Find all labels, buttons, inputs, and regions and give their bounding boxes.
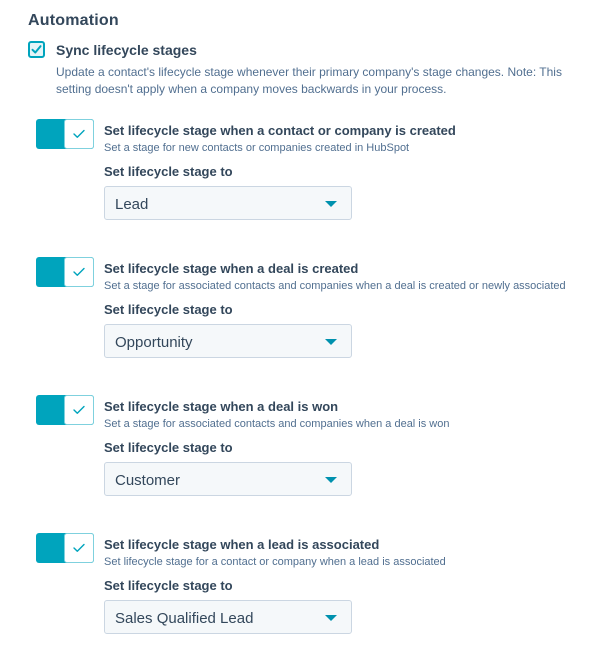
check-icon <box>73 405 85 415</box>
rule-description: Set lifecycle stage for a contact or company when a lead is associated <box>104 556 446 568</box>
rule-title: Set lifecycle stage when a deal is won <box>104 399 339 414</box>
lifecycle-stage-select[interactable] <box>104 462 352 496</box>
lifecycle-stage-label: Set lifecycle stage to <box>104 440 233 455</box>
rule-description: Set a stage for associated contacts and companies when a deal is won <box>104 418 450 430</box>
toggle-knob <box>64 395 94 425</box>
toggle-knob <box>64 257 94 287</box>
select-value: Customer <box>115 472 181 489</box>
rule-deal-created-toggle[interactable] <box>36 257 94 287</box>
lifecycle-stage-select[interactable] <box>104 324 352 358</box>
rule-title: Set lifecycle stage when a lead is associated <box>104 537 380 552</box>
lifecycle-stage-label: Set lifecycle stage to <box>104 164 233 179</box>
rule-contact-created-toggle[interactable] <box>36 119 94 149</box>
lifecycle-stage-select[interactable] <box>104 600 352 634</box>
caret-down-icon <box>325 615 337 621</box>
toggle-knob <box>64 533 94 563</box>
caret-down-icon <box>325 201 337 207</box>
select-value: Sales Qualified Lead <box>115 610 254 627</box>
sync-lifecycle-stages-checkbox[interactable] <box>28 41 45 58</box>
check-icon <box>73 129 85 139</box>
check-icon <box>31 44 42 55</box>
rule-title: Set lifecycle stage when a deal is created <box>104 261 359 276</box>
caret-down-icon <box>325 339 337 345</box>
check-icon <box>73 267 85 277</box>
toggle-knob <box>64 119 94 149</box>
lifecycle-stage-label: Set lifecycle stage to <box>104 578 233 593</box>
sync-lifecycle-stages-label: Sync lifecycle stages <box>56 42 197 58</box>
sync-lifecycle-stages-description: Update a contact's lifecycle stage whenever their primary company's stage changes. Note: This setting doesn't apply when a company moves backwards in your process. <box>56 65 562 96</box>
rule-description: Set a stage for associated contacts and companies when a deal is created or newly associated <box>104 280 566 292</box>
rule-deal-won-toggle[interactable] <box>36 395 94 425</box>
select-value: Lead <box>115 196 149 213</box>
check-icon <box>73 543 85 553</box>
lifecycle-stage-label: Set lifecycle stage to <box>104 302 233 317</box>
rule-description: Set a stage for new contacts or companies created in HubSpot <box>104 142 410 154</box>
rule-lead-associated-toggle[interactable] <box>36 533 94 563</box>
page-title: Automation <box>28 12 119 29</box>
rule-title: Set lifecycle stage when a contact or company is created <box>104 123 456 138</box>
caret-down-icon <box>325 477 337 483</box>
lifecycle-stage-select[interactable] <box>104 186 352 220</box>
select-value: Opportunity <box>115 334 193 351</box>
